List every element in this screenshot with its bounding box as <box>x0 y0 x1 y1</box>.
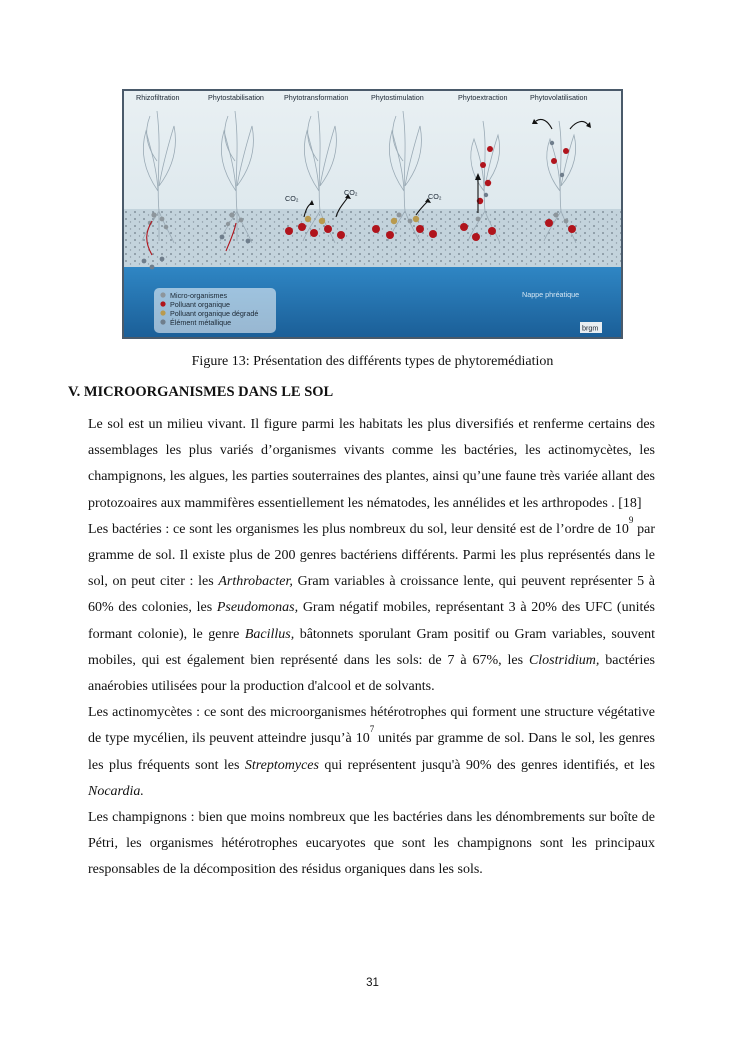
label-phytovolatilisation: Phytovolatilisation <box>530 93 588 102</box>
actino-exponent: 7 <box>369 724 375 735</box>
body-text <box>88 412 655 884</box>
legend-label-degraded-pollutant: Polluant organique dégradé <box>170 309 259 318</box>
bacteria-text-d: Gram négatif mobiles, représentant 3 à 20% des UFC (unités formant colonie), le genre <box>88 600 656 642</box>
actino-text-b: unités par gramme de sol. Dans le sol, les genres les plus fréquents sont les <box>88 731 656 773</box>
genus-pseudomonas: Pseudomonas, <box>216 600 299 616</box>
genus-nocardia: Nocardia. <box>88 783 144 799</box>
legend-swatch-metallic-element <box>160 319 165 324</box>
label-rhizofiltration: Rhizofiltration <box>136 93 180 102</box>
label-phytotransformation: Phytotransformation <box>284 93 349 102</box>
genus-bacillus: Bacillus, <box>244 626 295 642</box>
genus-arthrobacter: Arthrobacter, <box>218 574 293 590</box>
legend-swatch-microorganisms <box>160 292 165 297</box>
figure-legend <box>154 288 276 333</box>
genus-clostridium: Clostridium, <box>528 652 600 668</box>
legend-swatch-degraded-pollutant <box>160 310 165 315</box>
phytoremediation-illustration <box>124 91 621 337</box>
bacteria-exponent: 9 <box>628 514 634 525</box>
legend-label-microorganisms: Micro-organismes <box>170 291 228 300</box>
paragraph-fungi: Les champignons : bien que moins nombreux que les bactéries dans les dénombrements sur boîte de Pétri, les organismes hétérotrophes eucaryotes que sont les champignons sont les principaux responsables de la décomposition des résidus organiques dans les sols. <box>88 810 655 878</box>
genus-streptomyces: Streptomyces <box>244 757 319 773</box>
label-phytostabilisation: Phytostabilisation <box>208 93 264 102</box>
page-number: 31 <box>366 977 379 989</box>
phytoremediation-figure <box>122 89 623 339</box>
legend-swatch-organic-pollutant <box>160 301 165 306</box>
water-table-label: Nappe phréatique <box>522 290 580 299</box>
paragraph-soil-living: Le sol est un milieu vivant. Il figure parmi les habitats les plus diversifiés et renferme certains des assemblages les plus variés d’organismes vivants comme les bactéries, les actinomycètes, les champignons, les algues, les parties souterraines des plantes, ainsi qu’une faune très variée allant des protozoaires aux mammifères essentiellement les nématodes, les annélides et les arthropodes . [18] <box>88 417 655 511</box>
bacteria-text-e: bâtonnets sporulant Gram positif ou Gram variables, souvent mobiles, qui est également bien représenté dans les sols: de 7 à 67%, les <box>88 626 655 668</box>
paragraph-actinomycetes <box>88 700 655 805</box>
figure-caption: Figure 13: Présentation des différents types de phytoremédiation <box>191 354 554 369</box>
label-phytoextraction: Phytoextraction <box>458 93 508 102</box>
label-phytostimulation: Phytostimulation <box>371 93 424 102</box>
section-heading: V. MICROORGANISMES DANS LE SOL <box>68 384 334 400</box>
brgm-logo-text: brgm <box>582 323 599 333</box>
bacteria-text-b: par gramme de sol. Il existe plus de 200 genres bactériens différents. Parmi les plus représentés dans le sol, on peut citer : les <box>88 521 655 590</box>
actino-text-c: qui représentent jusqu'à 90% des genres identifiés, et les <box>318 757 655 773</box>
legend-label-organic-pollutant: Polluant organique <box>170 300 230 309</box>
co2-label-3: CO₂ <box>428 192 442 201</box>
bacteria-text-a: Les bactéries : ce sont les organismes les plus nombreux du sol, leur densité est de l’ordre de 10 <box>88 521 629 537</box>
bacteria-text-c: Gram variables à croissance lente, qui peuvent représenter 5 à 60% des colonies, les <box>88 574 655 616</box>
legend-label-metallic-element: Élément métallique <box>170 318 232 327</box>
co2-label-1: CO₂ <box>285 194 299 203</box>
bacteria-text-f: bactéries anaérobies utilisées pour la production d'alcool et de solvants. <box>88 652 655 695</box>
co2-label-2: CO₂ <box>344 188 358 197</box>
paragraph-bacteria <box>88 514 656 700</box>
actino-text-a: Les actinomycètes : ce sont des microorganismes hétérotrophes qui forment une structure végétative de type mycélien, ils peuvent atteindre jusqu’à 10 <box>88 705 655 747</box>
